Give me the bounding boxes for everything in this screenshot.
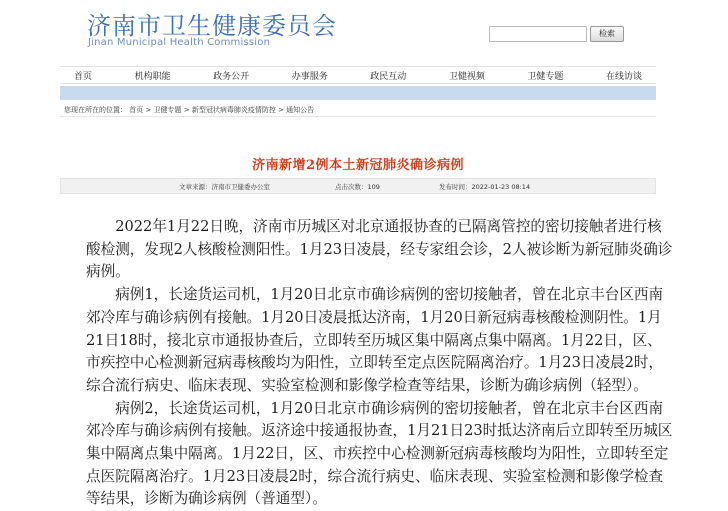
article-title: 济南新增2例本土新冠肺炎确诊病例 xyxy=(251,158,465,173)
search-input[interactable] xyxy=(489,26,587,42)
nav-services[interactable]: 办事服务 xyxy=(291,71,328,82)
nav-interviews[interactable]: 在线访谈 xyxy=(605,71,642,82)
article-date: 发布时间：2022-01-23 08:14 xyxy=(439,183,531,191)
article-meta xyxy=(60,178,656,194)
site-title[interactable]: 济南市卫生健康委员会 xyxy=(87,12,337,40)
site-header xyxy=(0,0,728,65)
nav-topics[interactable]: 卫健专题 xyxy=(527,71,564,82)
article-paragraph: 2022年1月22日晚，济南市历城区对北京通报协查的已隔离管控的密切接触者进行核酸检测，发现2人核酸检测阳性。1月23日凌晨，经专家组会诊，2人被诊断为新冠肺炎确诊病例。 xyxy=(86,218,673,281)
breadcrumb[interactable]: 您现在所在的位置： 首页 > 卫健专题 > 新型冠状病毒肺炎疫情防控 > 通知公告 xyxy=(60,103,656,117)
nav-gov-affairs[interactable]: 政务公开 xyxy=(213,71,250,82)
article-source: 文章来源：济南市卫健委办公室 xyxy=(179,183,270,191)
article-body xyxy=(86,216,674,511)
nav-video[interactable]: 卫健视频 xyxy=(448,71,485,82)
nav-interaction[interactable]: 政民互动 xyxy=(370,71,407,82)
article-hits: 点击次数：109 xyxy=(335,183,380,191)
nav-functions[interactable]: 机构职能 xyxy=(134,71,171,82)
main-nav xyxy=(60,66,656,84)
article-paragraph: 病例1，长途货运司机，1月20日北京市确诊病例的密切接触者，曾在北京丰台区西南郊冷库与确诊病例有接触。1月20日凌晨抵达济南，1月20日新冠病毒核酸检测阴性。1月21日18时，接北京市通报协查后，立即转至历城区集中隔离点集中隔离。1月22日，区、市疾控中心检测新冠病毒核酸均为阳性，立即转至定点医院隔离治疗。1月23日凌晨2时，综合流行病史、临床表现、实验室检测和影像学检查等结果，诊断为确诊病例（轻型）。 xyxy=(86,286,664,394)
article-paragraph: 病例2，长途货运司机，1月20日北京市确诊病例的密切接触者，曾在北京丰台区西南郊冷库与确诊病例有接触。返济途中接通报协查，1月21日23时抵达济南后立即转至历城区集中隔离点集中隔离。1月22日，区、市疾控中心检测新冠病毒核酸均为阳性，立即转至定点医院隔离治疗。1月23日凌晨2时，综合流行病史、临床表现、实验室检测和影像学检查等结果，诊断为确诊病例（普通型）。 xyxy=(86,399,673,508)
nav-home[interactable]: 首页 xyxy=(74,71,93,82)
site-subtitle: Jinan Municipal Health Commission xyxy=(88,37,271,48)
header-band xyxy=(60,86,656,100)
search-button[interactable]: 检索 xyxy=(590,26,624,42)
